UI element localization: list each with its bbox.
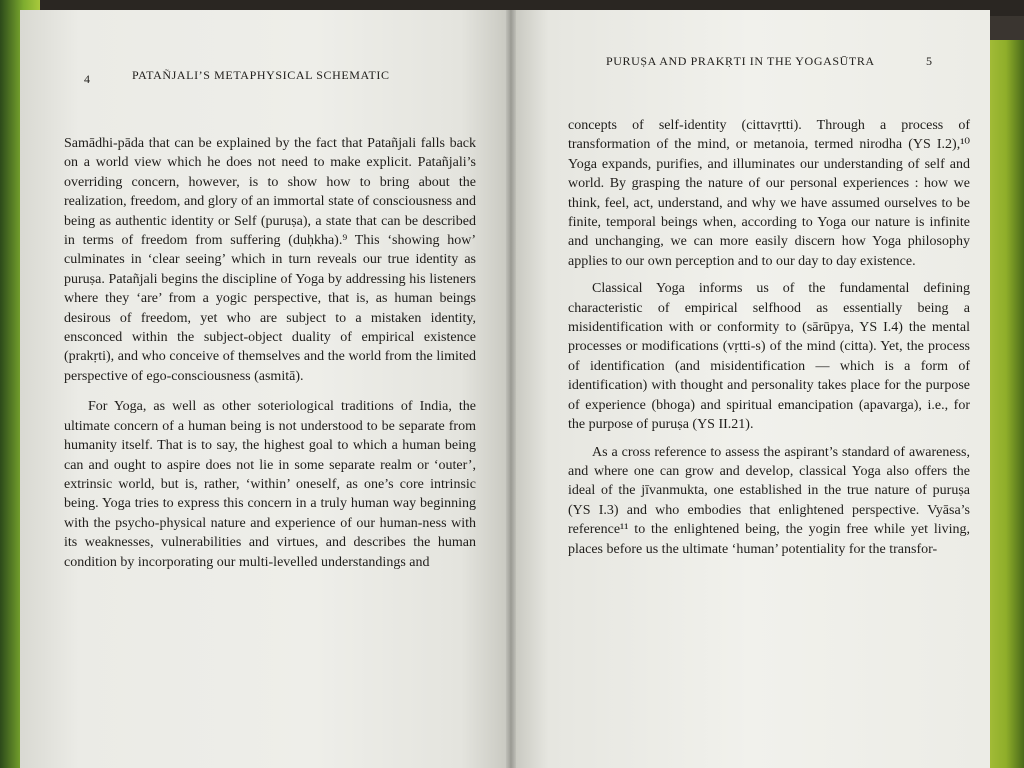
right-paragraph-2: Classical Yoga informs us of the fundamental defining characteristic of empirical selfhood as essentially being a misidentification with or conformity to (sārūpya, YS I.4) the mental processes or modifications (vṛtti-s) of the mind (citta). Yet, the process of identification (and misidentification — which is a form of identification) with thought and personality takes place for the purpose of experience (bhoga) and spiritual emancipation (apavarga), i.e., for the purpose of puruṣa (YS II.21). <box>568 281 970 433</box>
left-page-number: 4 <box>84 72 91 86</box>
right-paragraph-3: As a cross reference to assess the aspirant’s standard of awareness, and where one can grow and develop, classical Yoga also offers the ideal of the jīvanmukta, one established in the true nature of puruṣa (YS I.3) and who embodies that enlightened perspective. Vyāsa’s reference¹¹ to the enlightened being, the yogin free while yet living, places before us the ultimate ‘human’ potentiality for the transfor- <box>568 444 970 557</box>
left-page-header <box>64 62 476 86</box>
left-paragraph-2: For Yoga, as well as other soteriological traditions of India, the ultimate concern of a human being is not understood to be separate from humanity itself. That is to say, the highest goal to which a human being can and ought to aspire does not lie in some separate realm or ‘outer’, extrinsic world, but is, rather, ‘within’ oneself, as one’s core intrinsic being. Yoga tries to express this concern in a truly human way beginning with the psycho-physical nature and experience of our human-ness with its weaknesses, vulnerabilities and virtues, and describes the human condition by incorporating our multi-levelled understandings and <box>64 399 476 570</box>
left-running-head: PATAÑJALI’S METAPHYSICAL SCHEMATIC <box>132 68 390 82</box>
right-paragraph-1: concepts of self-identity (cittavṛtti). Through a process of transformation of the mind, or metanoia, termed nirodha (YS I.2),¹⁰ Yoga expands, purifies, and illuminates our understanding of self and world. By grasping the nature of our personal experiences : how we think, feel, act, understand, and why we have assumed ourselves to be finite, temporal beings when, according to Yoga our nature is infinite and unchanging, we can more easily discern how Yoga philosophy applies to our own perception and to our day to day existence. <box>568 118 970 269</box>
right-page-body <box>568 116 970 559</box>
open-book <box>20 10 990 768</box>
left-page <box>20 10 510 768</box>
right-page <box>510 10 990 768</box>
right-page-header <box>568 50 970 68</box>
left-page-body <box>64 134 476 572</box>
right-page-number: 5 <box>926 54 933 68</box>
right-running-head: PURUṢA AND PRAKṚTI IN THE YOGASŪTRA <box>606 54 875 68</box>
left-paragraph-1: Samādhi-pāda that can be explained by the fact that Patañjali falls back on a world view which he does not need to make explicit. Patañjali’s overriding concern, however, is to show how to bring about the realization, freedom, and glory of an immortal state of consciousness and being as authentic identity or Self (puruṣa), a state that can be described in terms of freedom from suffering (duḥkha).⁹ This ‘showing how’ culminates in ‘clear seeing’ which in turn reveals our true identity as puruṣa. Patañjali begins the discipline of Yoga by addressing his listeners where they ‘are’ from a yogic perspective, that is, as human beings desirous of freedom, yet who are subject to a mistaken identity, ensconced within the subject-object duality of empirical existence (prakṛti), and who conceive of themselves and the world from the limited perspective of ego-consciousness (asmitā). <box>64 136 476 384</box>
book-gutter <box>506 10 516 768</box>
